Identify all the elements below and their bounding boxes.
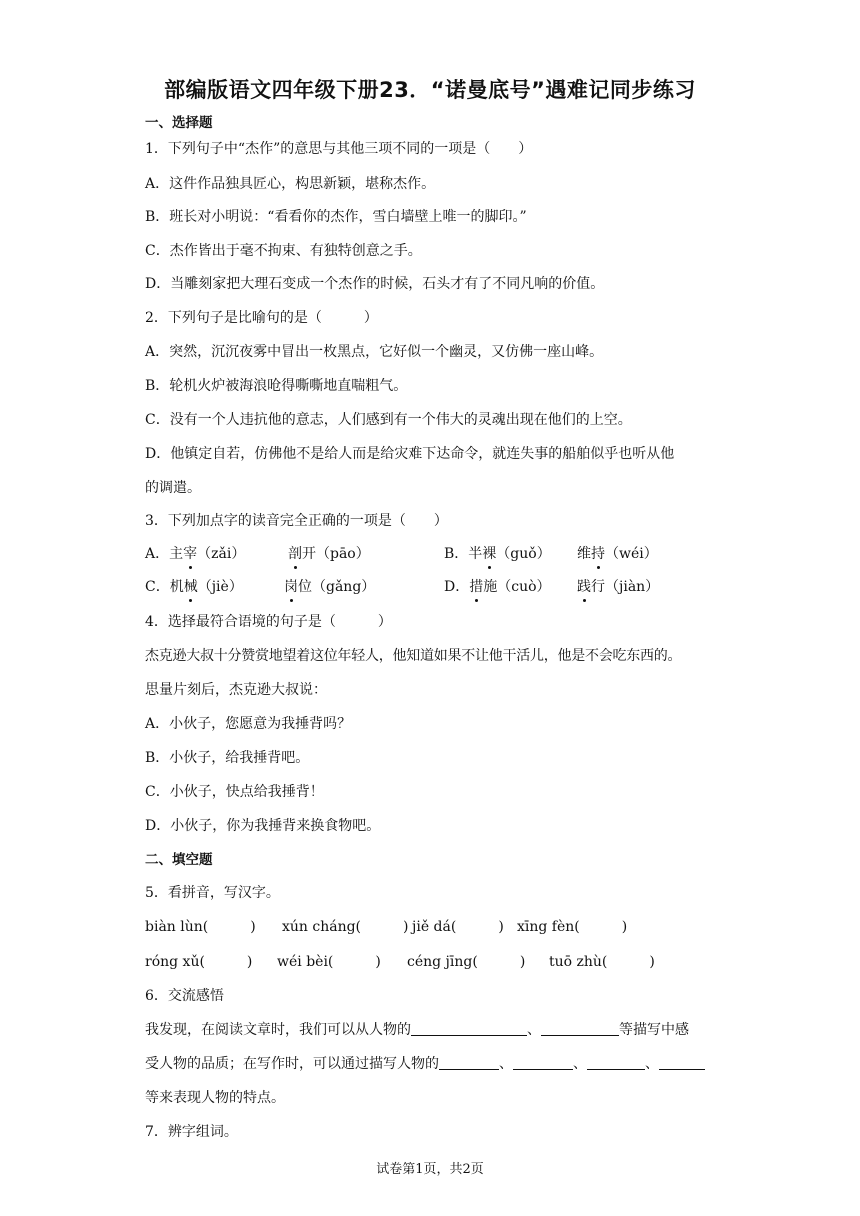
question-2-option-b: B．轮机火炉被海浪呛得嘶嘶地直喘粗气。 [145, 378, 408, 394]
dotted-char: 措 [469, 579, 484, 595]
question-4-option-d: D．小伙子，你为我捶背来换食物吧。 [145, 818, 381, 834]
word-char: 施 [483, 579, 498, 595]
question-2-option-d: D．他镇定自若，仿佛他不是给人而是给灾难下达命令，就连失事的船舶似乎也听从他 [145, 446, 675, 462]
section-heading-choice: 一、选择题 [145, 115, 213, 131]
question-4-option-c: C．小伙子，快点给我捶背！ [145, 784, 324, 800]
dotted-char: 械 [183, 579, 198, 595]
question-4-option-a: A．小伙子，您愿意为我捶背吗？ [145, 716, 352, 732]
question-6-stem: 6．交流感悟 [145, 988, 224, 1004]
separator: 、 [527, 1022, 541, 1038]
pinyin: （cuò） [497, 579, 551, 595]
pinyin: （wéi） [605, 546, 658, 562]
question-2-option-d-continued: 的调遣。 [145, 480, 201, 496]
question-6-line-1 [145, 1020, 689, 1040]
question-3-option-d [444, 577, 551, 597]
option-label: A． [145, 546, 170, 562]
question-3-option-c [145, 577, 243, 597]
pinyin: （jiè） [197, 579, 243, 595]
question-3-option-a [145, 544, 245, 564]
option-label: C． [145, 579, 170, 595]
question-1-stem: 1．下列句子中“杰作”的意思与其他三项不同的一项是（ ） [145, 141, 533, 157]
pinyin: （jiàn） [605, 579, 660, 595]
answer-blank[interactable] [587, 1055, 645, 1070]
word-char: 主 [169, 546, 184, 562]
answer-blank[interactable] [541, 1021, 619, 1036]
question-4-stem: 4．选择最符合语境的句子是（ ） [145, 614, 392, 630]
dotted-char: 剖 [288, 546, 302, 562]
option-label: B． [444, 546, 469, 562]
question-4-option-b: B．小伙子，给我捶背吧。 [145, 750, 310, 766]
question-6-line-2 [145, 1054, 705, 1074]
question-1-option-b: B．班长对小明说：“看看你的杰作，雪白墙壁上唯一的脚印。” [145, 209, 527, 225]
section-heading-fill: 二、填空题 [145, 852, 213, 868]
question-7-stem: 7．辨字组词。 [145, 1124, 238, 1140]
question-2-option-c: C．没有一个人违抗他的意志，人们感到有一个伟大的灵魂出现在他们的上空。 [145, 412, 632, 428]
sentence-text: 受人物的品质；在写作时，可以通过描写人物的 [145, 1056, 439, 1072]
pinyin: （gǎng） [312, 579, 376, 595]
pinyin-item: xīng fèn( ) [517, 919, 628, 935]
question-6-line-3: 等来表现人物的特点。 [145, 1090, 285, 1106]
dotted-char: 持 [591, 546, 605, 562]
question-1-option-d: D．当雕刻家把大理石变成一个杰作的时候，石头才有了不同凡响的价值。 [145, 276, 605, 292]
question-1-option-a: A．这件作品独具匠心，构思新颖，堪称杰作。 [145, 176, 436, 192]
word-char: 行 [591, 579, 605, 595]
dotted-char: 践 [577, 579, 591, 595]
question-5-stem: 5．看拼音，写汉字。 [145, 885, 280, 901]
word-char: 位 [298, 579, 312, 595]
question-3-option-a-word-2 [288, 544, 370, 564]
pinyin-item: jiě dá( ) [412, 919, 504, 935]
question-3-option-c-word-2 [284, 577, 375, 597]
pinyin: （pāo） [316, 546, 370, 562]
word-char: 维 [577, 546, 591, 562]
question-3-option-b [444, 544, 551, 564]
pinyin: （guǒ） [496, 546, 551, 562]
pinyin-item: xún cháng( ) [282, 919, 409, 935]
page-title: 部编版语文四年级下册23．“诺曼底号”遇难记同步练习 [164, 78, 696, 102]
dotted-char: 裸 [482, 546, 497, 562]
dotted-char: 岗 [284, 579, 298, 595]
pinyin: （zǎi） [197, 546, 246, 562]
pinyin-item: róng xǔ( ) [145, 954, 253, 970]
word-char: 半 [468, 546, 483, 562]
question-2-option-a: A．突然，沉沉夜雾中冒出一枚黑点，它好似一个幽灵，又仿佛一座山峰。 [145, 344, 604, 360]
option-label: D． [444, 579, 470, 595]
sentence-text: 我发现，在阅读文章时，我们可以从人物的 [145, 1022, 411, 1038]
answer-blank[interactable] [439, 1055, 499, 1070]
separator: 、 [499, 1056, 513, 1072]
pinyin-item: céng jīng( ) [407, 954, 526, 970]
question-4-context-line-2: 思量片刻后，杰克逊大叔说： [145, 682, 327, 698]
question-4-context-line-1: 杰克逊大叔十分赞赏地望着这位年轻人，他知道如果不让他干活儿，他是不会吃东西的。 [145, 648, 682, 664]
separator: 、 [645, 1056, 659, 1072]
answer-blank[interactable] [513, 1055, 573, 1070]
answer-blank[interactable] [659, 1055, 705, 1070]
pinyin-item: tuō zhù( ) [549, 954, 655, 970]
question-1-option-c: C．杰作皆出于毫不拘束、有独特创意之手。 [145, 243, 422, 259]
sentence-text: 等描写中感 [619, 1022, 689, 1038]
answer-blank[interactable] [411, 1021, 527, 1036]
question-3-option-d-word-2 [577, 577, 659, 597]
pinyin-item: biàn lùn( ) [145, 919, 256, 935]
question-2-stem: 2．下列句子是比喻句的是（ ） [145, 310, 378, 326]
pinyin-item: wéi bèi( ) [277, 954, 381, 970]
question-3-stem: 3．下列加点字的读音完全正确的一项是（ ） [145, 513, 448, 529]
dotted-char: 宰 [183, 546, 198, 562]
question-3-option-b-word-2 [577, 544, 658, 564]
page-footer: 试卷第1页，共2页 [376, 1162, 484, 1177]
word-char: 机 [169, 579, 184, 595]
word-char: 开 [302, 546, 316, 562]
separator: 、 [573, 1056, 587, 1072]
